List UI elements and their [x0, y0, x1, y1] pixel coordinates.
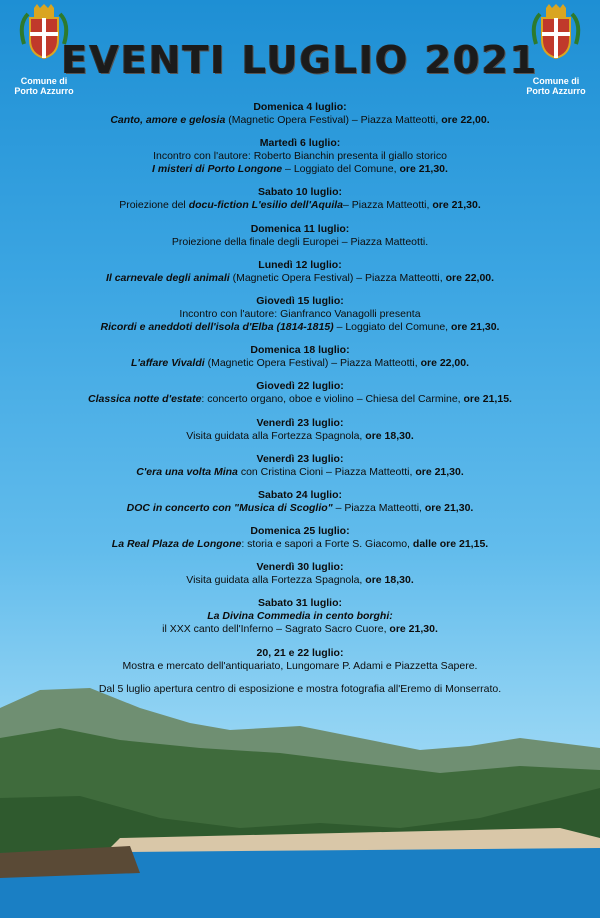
event-line — [0, 199, 600, 212]
event-text: L'affare Vivaldi — [130, 357, 205, 370]
event-text: ore 22,00. — [445, 271, 495, 284]
event-text: ore 21,30. — [424, 501, 474, 514]
event-date: Lunedì 12 luglio: — [258, 258, 342, 271]
event-text: ore 18,30. — [365, 574, 414, 587]
event-line — [0, 430, 600, 443]
event-text: Classica notte d'estate — [88, 393, 202, 406]
event-text: docu-fiction L'esilio dell'Aquila — [188, 199, 344, 212]
event-text: ore 21,30. — [451, 320, 500, 333]
event-date: Venerdì 23 luglio: — [256, 452, 344, 465]
event-line — [0, 321, 600, 334]
event-date: Domenica 25 luglio: — [250, 525, 350, 538]
event-item — [0, 380, 600, 406]
event-text: Canto, amore e gelosia — [110, 114, 226, 126]
event-text: C'era una volta Mina — [136, 465, 238, 478]
event-item — [0, 647, 600, 673]
event-text: dalle ore 21,15. — [412, 538, 489, 551]
event-text: ore 21,30. — [389, 623, 438, 636]
event-text: ore 22,00. — [441, 114, 490, 126]
crest-caption-line1: Comune di — [20, 76, 68, 86]
event-item — [0, 101, 600, 127]
event-line — [0, 502, 600, 515]
event-text: : storia e sapori a Forte S. Giacomo, — [241, 538, 413, 551]
events-list — [0, 101, 600, 706]
event-date: Venerdì 23 luglio: — [256, 416, 344, 429]
event-date: Giovedì 22 luglio: — [256, 380, 344, 393]
event-line — [0, 236, 600, 249]
event-line — [0, 150, 600, 163]
event-text: Dal 5 luglio apertura centro di esposizione e mostra fotografia all'Eremo di Monserrato. — [98, 682, 502, 695]
event-text: : concerto organo, oboe e violino – Chiesa del Carmine, — [201, 393, 464, 406]
event-date: Martedì 6 luglio: — [259, 137, 341, 150]
landscape-photo — [0, 678, 600, 918]
event-item — [0, 489, 600, 515]
event-item — [0, 453, 600, 479]
event-text: La Divina Commedia in cento borghi: — [207, 610, 393, 623]
crest-caption-line1: Comune di — [532, 76, 580, 86]
event-text: Incontro con l'autore: Roberto Bianchin presenta il giallo storico — [153, 150, 447, 163]
event-text: Incontro con l'autore: Gianfranco Vanagolli presenta — [179, 307, 421, 320]
event-line — [0, 114, 600, 127]
event-text: I misteri di Porto Longone — [152, 163, 283, 176]
event-text: ore 18,30. — [365, 429, 414, 442]
event-text: DOC in concerto con "Musica di Scoglio" — [126, 501, 333, 514]
event-text: (Magnetic Opera Festival) – Piazza Matteotti, — [229, 271, 446, 284]
event-text: (Magnetic Opera Festival) – Piazza Matteotti, — [204, 357, 421, 370]
event-text: La Real Plaza de Longone — [111, 538, 242, 551]
event-text: – Piazza Matteotti, — [343, 199, 433, 212]
event-line — [0, 393, 600, 406]
event-text: – Loggiato del Comune, — [333, 320, 452, 333]
event-date: Giovedì 15 luglio: — [256, 294, 344, 307]
event-item — [0, 186, 600, 212]
event-text: Ricordi e aneddoti dell'isola d'Elba (1814-1815) — [100, 320, 334, 333]
event-text: – Piazza Matteotti, — [332, 501, 425, 514]
event-date: Domenica 11 luglio: — [250, 222, 350, 235]
event-text: (Magnetic Opera Festival) – Piazza Matteotti, — [225, 114, 442, 126]
event-text: ore 22,00. — [420, 357, 470, 370]
event-item — [0, 344, 600, 370]
event-text: Visita guidata alla Fortezza Spagnola, — [186, 574, 366, 587]
event-text: con Cristina Cioni – Piazza Matteotti, — [237, 465, 416, 478]
event-line — [0, 163, 600, 176]
event-text: ore 21,30. — [415, 465, 464, 478]
event-text: ore 21,30. — [432, 199, 481, 212]
event-text: Il carnevale degli animali — [105, 271, 230, 284]
event-line — [0, 308, 600, 321]
event-date: 20, 21 e 22 luglio: — [256, 646, 344, 659]
event-item — [0, 137, 600, 176]
event-date: Sabato 10 luglio: — [257, 186, 342, 199]
event-text: il XXX canto dell'Inferno – Sagrato Sacro Cuore, — [162, 623, 390, 636]
event-date: Domenica 18 luglio: — [250, 344, 350, 357]
event-item — [0, 525, 600, 551]
event-line — [0, 623, 600, 636]
event-line — [0, 610, 600, 623]
event-item — [0, 561, 600, 587]
crest-caption-line2: Porto Azzurro — [526, 86, 586, 96]
page-title: EVENTI LUGLIO 2021 — [61, 38, 539, 82]
event-line — [0, 660, 600, 673]
event-item — [0, 597, 600, 636]
event-item — [0, 295, 600, 334]
event-text: Mostra e mercato dell'antiquariato, Lungomare P. Adami e Piazzetta Sapere. — [122, 659, 478, 672]
event-date: Sabato 24 luglio: — [257, 488, 342, 501]
crest-caption-line2: Porto Azzurro — [14, 86, 74, 96]
event-line — [0, 574, 600, 587]
event-text: Proiezione della finale degli Europei – Piazza Matteotti. — [171, 235, 429, 248]
event-date: Domenica 4 luglio: — [253, 101, 347, 113]
event-item — [0, 259, 600, 285]
event-text: Visita guidata alla Fortezza Spagnola, — [186, 429, 366, 442]
event-line — [0, 272, 600, 285]
event-text: ore 21,30. — [399, 163, 448, 176]
event-date: Venerdì 30 luglio: — [256, 561, 344, 574]
event-item — [0, 417, 600, 443]
event-date: Sabato 31 luglio: — [257, 597, 342, 610]
event-text: – Loggiato del Comune, — [282, 163, 400, 176]
event-text: ore 21,15. — [463, 393, 512, 406]
event-line — [0, 466, 600, 479]
event-line — [0, 357, 600, 370]
event-text: Proiezione del — [119, 199, 189, 212]
event-line — [0, 538, 600, 551]
event-item — [0, 223, 600, 249]
